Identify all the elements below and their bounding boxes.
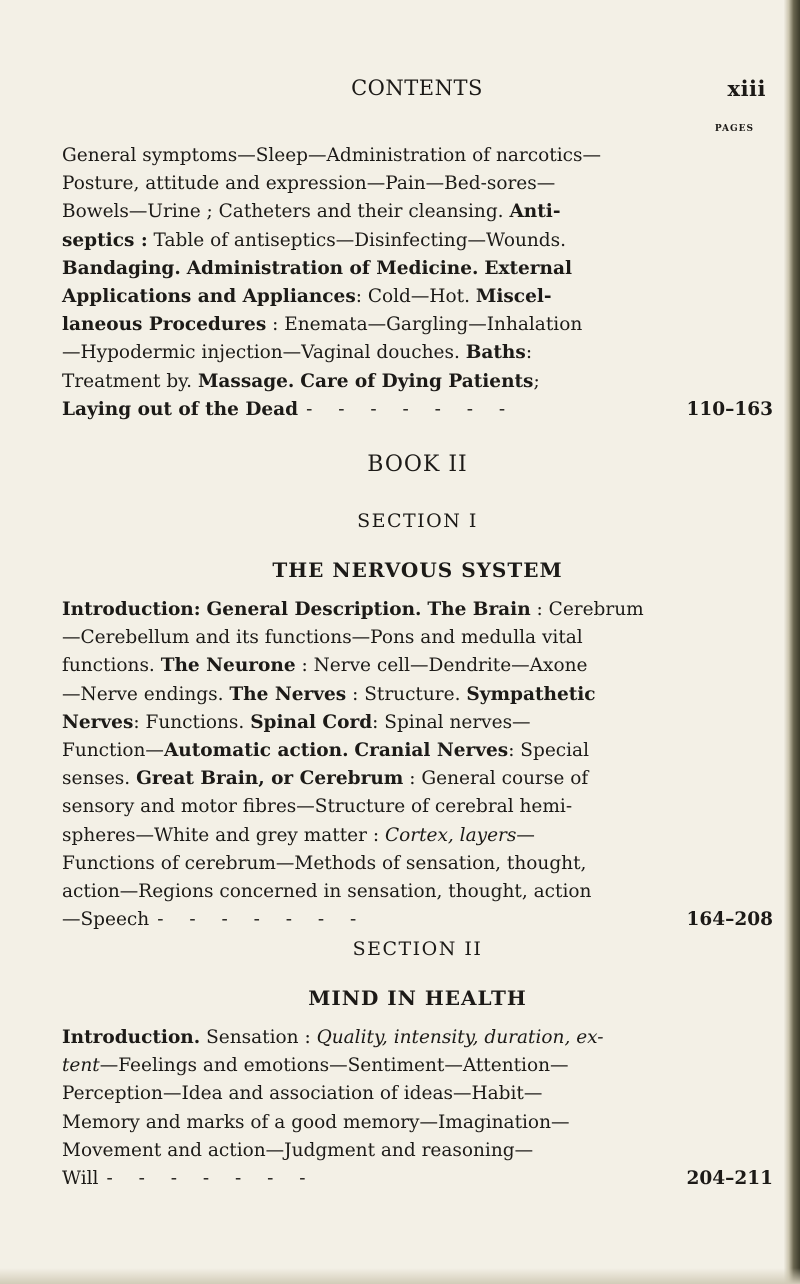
section-heading: SECTION II xyxy=(352,938,483,960)
toc-line-with-pages: —Speech - - - - - - - 164–208 xyxy=(62,906,773,934)
toc-line: Introduction: General Description. The Brain : Cerebrum xyxy=(62,599,644,620)
toc-line: laneous Procedures : Enemata—Gargling—Inhalation xyxy=(62,314,583,336)
toc-line: functions. The Neurone : Nerve cell—Dendrite—Axone xyxy=(62,655,588,677)
book-heading: BOOK II xyxy=(367,452,468,477)
toc-line-with-pages: Laying out of the Dead - - - - - - - 110–163 xyxy=(62,396,773,424)
toc-line: Treatment by. Massage. Care of Dying Patients; xyxy=(62,370,540,392)
page-range: 204–211 xyxy=(686,1168,773,1190)
toc-entry-mind-in-health xyxy=(62,1024,773,1193)
toc-line: tent—Feelings and emotions—Sentiment—Attention— xyxy=(62,1055,569,1077)
toc-line: Bowels—Urine ; Catheters and their cleansing. Anti- xyxy=(62,201,561,223)
toc-line: Perception—Idea and association of ideas—Habit— xyxy=(62,1083,543,1105)
page-bottom-shadow xyxy=(0,1268,800,1284)
pages-column-label: PAGES xyxy=(714,124,754,134)
page-number: xiii xyxy=(727,76,766,101)
page-range: 164–208 xyxy=(686,909,773,931)
toc-entry-nervous-system xyxy=(62,596,773,934)
toc-entry-nursing-procedures xyxy=(62,142,773,424)
toc-line: septics : Table of antiseptics—Disinfecting—Wounds. xyxy=(62,229,567,251)
leader-dots: - - - - - - - xyxy=(157,909,367,931)
toc-line: Function—Automatic action. Cranial Nerves: Special xyxy=(62,740,589,762)
toc-line: sensory and motor fibres—Structure of cerebral hemi- xyxy=(62,796,573,818)
toc-line: —Nerve endings. The Nerves : Structure. Sympathetic xyxy=(62,683,596,705)
toc-line: action—Regions concerned in sensation, thought, action xyxy=(62,881,592,903)
page-range: 110–163 xyxy=(686,398,773,420)
toc-line: senses. Great Brain, or Cerebrum : General course of xyxy=(62,768,589,790)
toc-line: Posture, attitude and expression—Pain—Bed-sores— xyxy=(62,173,556,195)
leader-dots: - - - - - - - xyxy=(106,1168,316,1190)
toc-line: Applications and Appliances: Cold—Hot. Miscel- xyxy=(62,286,552,308)
toc-line: —Hypodermic injection—Vaginal douches. Baths: xyxy=(62,342,533,364)
toc-line-with-pages: Will - - - - - - - 204–211 xyxy=(62,1165,773,1193)
book-spine-edge xyxy=(784,0,800,1284)
toc-line: spheres—White and grey matter : Cortex, layers— xyxy=(62,824,535,846)
section-heading: SECTION I xyxy=(357,510,478,532)
section-subject: MIND IN HEALTH xyxy=(308,986,527,1010)
header-title: CONTENTS xyxy=(351,76,483,100)
toc-line: Memory and marks of a good memory—Imagination— xyxy=(62,1111,570,1133)
toc-line: General symptoms—Sleep—Administration of narcotics— xyxy=(62,145,601,166)
toc-line: Nerves: Functions. Spinal Cord: Spinal nerves— xyxy=(62,711,531,733)
leader-dots: - - - - - - - xyxy=(306,398,516,420)
running-header xyxy=(62,76,772,106)
toc-line: Bandaging. Administration of Medicine. External xyxy=(62,257,573,279)
toc-line: —Cerebellum and its functions—Pons and medulla vital xyxy=(62,627,583,649)
toc-line: Movement and action—Judgment and reasoning— xyxy=(62,1139,534,1161)
toc-line: Introduction. Sensation : Quality, intensity, duration, ex- xyxy=(62,1027,604,1048)
toc-line: Functions of cerebrum—Methods of sensation, thought, xyxy=(62,852,587,874)
section-subject: THE NERVOUS SYSTEM xyxy=(272,558,563,582)
